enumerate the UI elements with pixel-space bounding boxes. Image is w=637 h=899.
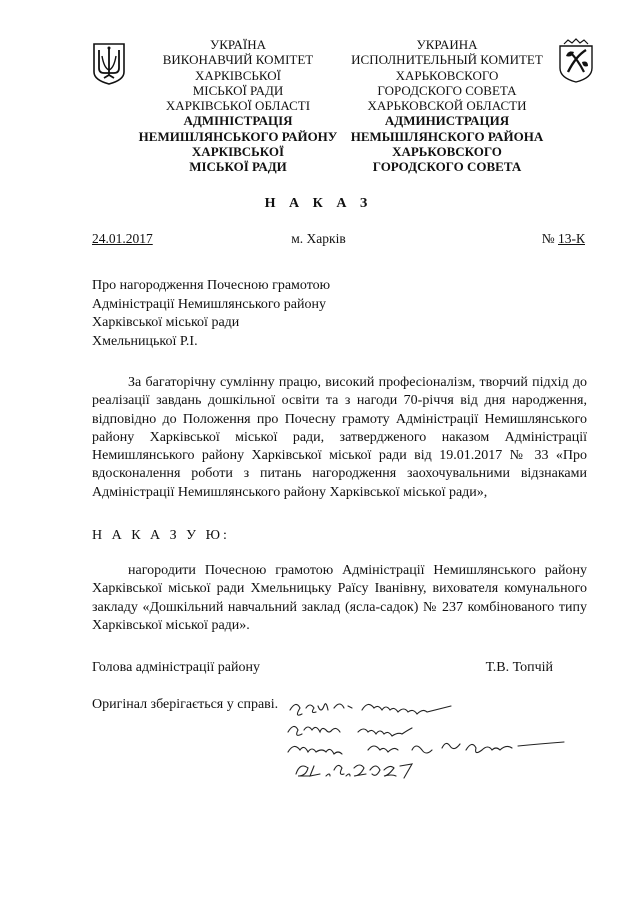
letterhead-line: ХАРЬКОВСКОГО (395, 67, 499, 83)
document-subject (92, 277, 330, 351)
letterhead-line: НЕМЫШЛЯНСКОГО РАЙОНА (350, 128, 544, 144)
subject-line: Хмельницької Р.І. (92, 333, 198, 349)
letterhead-line: АДМИНИСТРАЦИЯ (384, 113, 510, 129)
number-prefix: № (541, 231, 558, 246)
document-city: м. Харків (291, 231, 346, 246)
letterhead-line: АДМІНІСТРАЦІЯ (183, 113, 293, 129)
letterhead-line: ГОРОДСКОГО СОВЕТА (372, 159, 522, 175)
letterhead-ukrainian (128, 37, 348, 175)
document-title: Н А К А З (264, 196, 373, 211)
document-date: 24.01.2017 (92, 231, 153, 246)
subject-line: Про нагородження Почесною грамотою (92, 278, 331, 293)
number-value: 13-К (558, 231, 585, 246)
letterhead-line: ИСПОЛНИТЕЛЬНЫЙ КОМИТЕТ (351, 52, 543, 68)
decree-heading: Н А К А З У Ю: (92, 528, 230, 543)
ukraine-trident-icon (92, 42, 126, 86)
letterhead-line: НЕМИШЛЯНСЬКОГО РАЙОНУ (138, 128, 338, 144)
letterhead-line: ХАРЬКОВСКОЙ ОБЛАСТИ (367, 98, 527, 114)
subject-line: Харківської міської ради (92, 315, 240, 330)
handwritten-certification (282, 688, 582, 788)
letterhead-line: УКРАИНА (416, 37, 478, 52)
letterhead-line: ХАРКІВСЬКОЇ (195, 67, 281, 83)
original-note: Оригінал зберігається у справі. (92, 697, 279, 712)
letterhead-line: МІСЬКОЇ РАДИ (189, 159, 287, 175)
preamble-paragraph: За багаторічну сумлінну працю, високий професіоналізм, творчий підхід до реалізації завдань дошкільної освіти та з нагоди 70-річчя від дня народження, відповідно до Положення про Почесну грамоту Адміністрації Немишлянського району Харківської міської ради, затвердженого наказом Адміністрації Немишлянського району Харківської міської ради від 19.01.2017 № 33 «Про вдосконалення роботи з питань нагородження заохочувальними відзнаками Адміністрації Немишлянського району Харківської міської ради», (92, 375, 587, 500)
letterhead-line: ХАРКІВСЬКОЇ (191, 144, 285, 160)
subject-line: Адміністрації Немишлянського району (92, 296, 327, 312)
letterhead-line: ГОРОДСКОГО СОВЕТА (377, 82, 517, 98)
signatory-title: Голова адміністрації району (92, 660, 260, 675)
letterhead-line: ВИКОНАВЧИЙ КОМІТЕТ (162, 52, 314, 68)
letterhead-line: УКРАЇНА (210, 37, 266, 52)
signatory-name: Т.В. Топчій (485, 660, 553, 675)
letterhead-line: ХАРЬКОВСКОГО (392, 144, 502, 160)
letterhead-russian (338, 37, 556, 175)
kharkiv-coat-of-arms-icon (556, 38, 596, 84)
letterhead-line: МІСЬКОЇ РАДИ (192, 82, 284, 98)
document-number (542, 231, 585, 247)
decree-paragraph: нагородити Почесною грамотою Адміністрації Немишлянського району Харківської міської ради Хмельницьку Раїсу Іванівну, вихователя комунального закладу «Дошкільний навчальний заклад (ясла-садок) № 237 комбінованого типу Харківської міської ради». (92, 563, 587, 633)
letterhead-line: ХАРКІВСЬКОЇ ОБЛАСТІ (165, 98, 311, 114)
